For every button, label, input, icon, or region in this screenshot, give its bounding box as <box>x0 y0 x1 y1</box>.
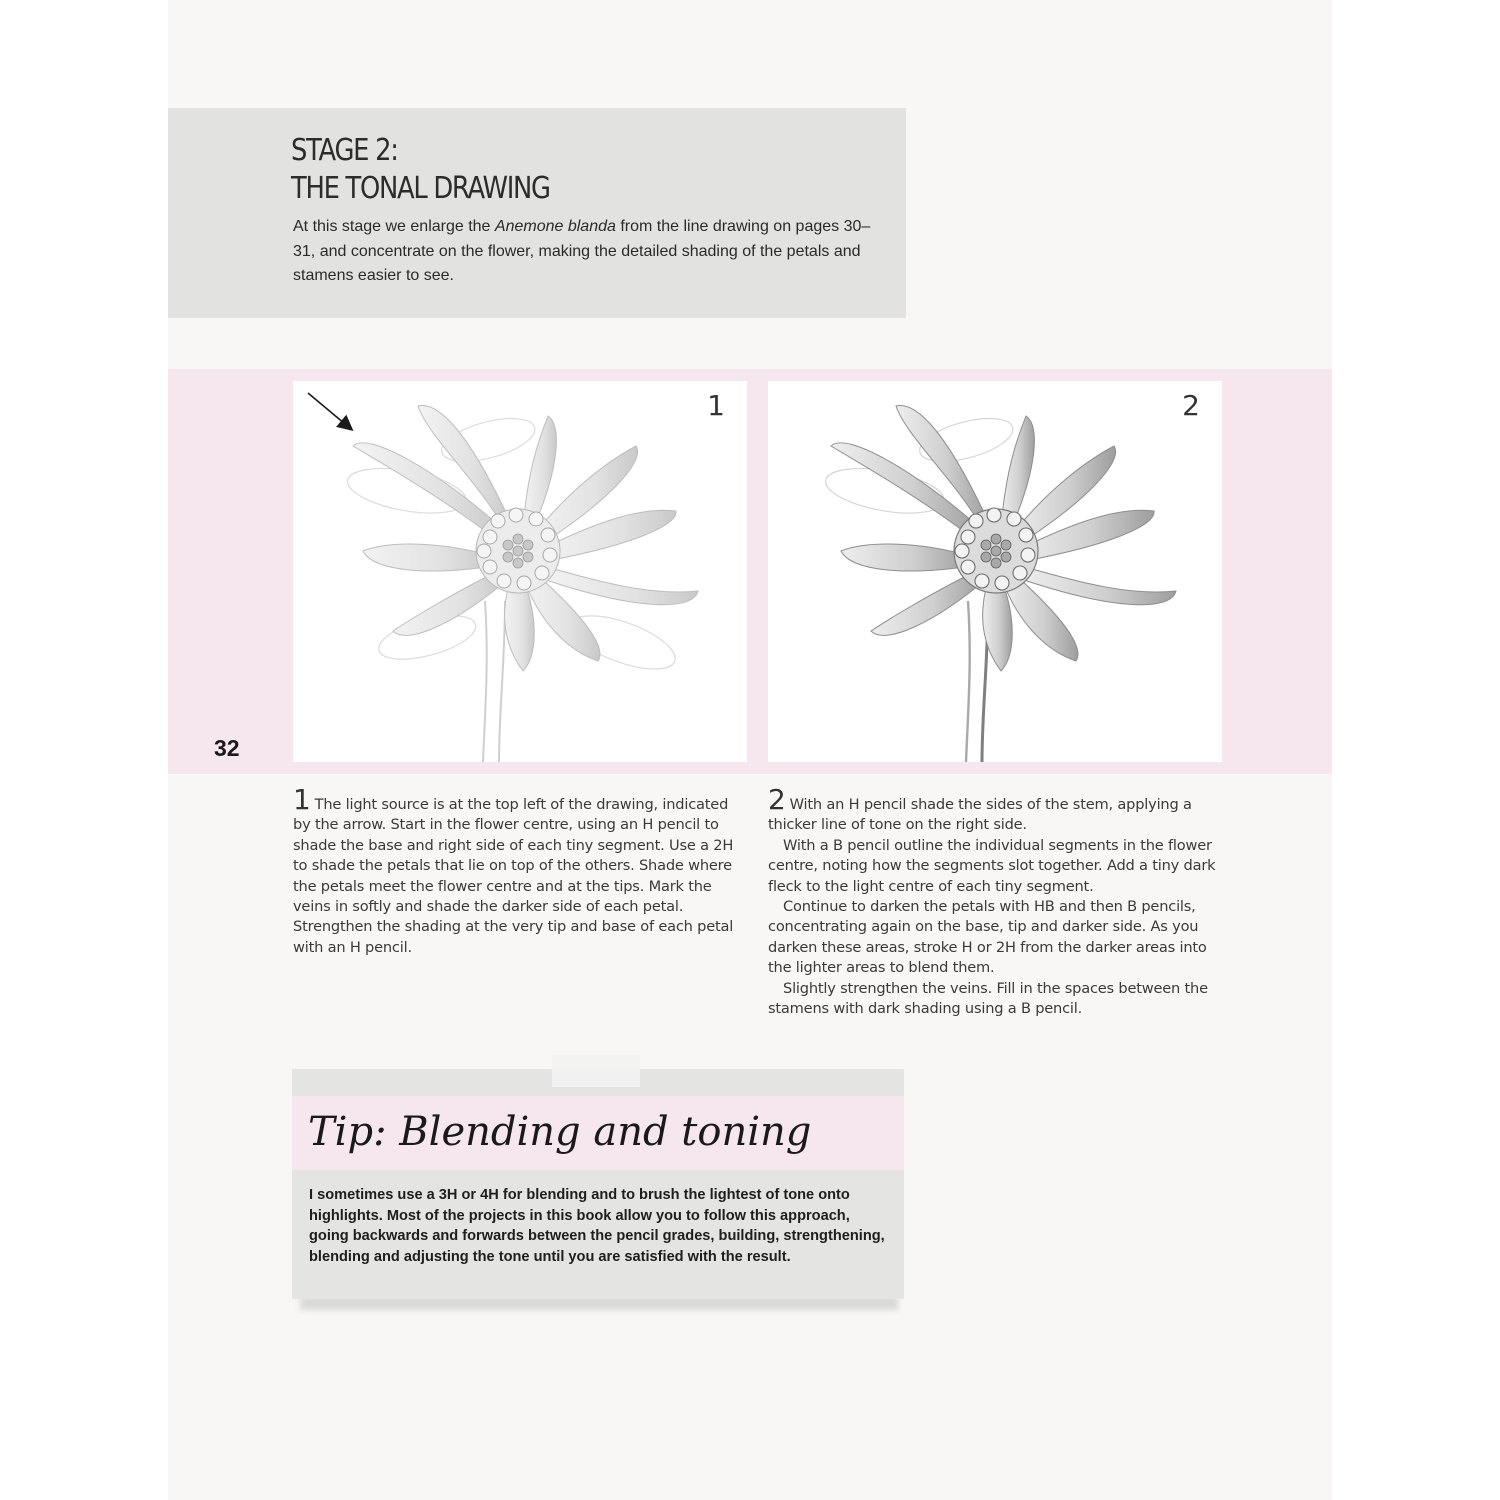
stage-title-line-1: STAGE 2: <box>291 133 398 168</box>
step-2-paragraph-3: Continue to darken the petals with HB and then B pencils, concentrating again on the base, tip and darker side. As you darken these areas, stroke H or 2H from the darker areas into the lighter areas to blend them. <box>768 898 1207 977</box>
step-2-text <box>768 783 1223 1019</box>
intro-species-name: Anemone blanda <box>494 218 616 235</box>
illustration-panel-1 <box>293 381 747 762</box>
flower-drawing-1 <box>293 381 747 762</box>
step-1-number: 1 <box>293 783 311 816</box>
flower-drawing-2 <box>768 381 1222 762</box>
intro-text-before: At this stage we enlarge the <box>293 218 495 235</box>
light-source-arrow-icon <box>308 393 351 429</box>
step-1-paragraph <box>293 783 748 958</box>
tip-body: I sometimes use a 3H or 4H for blending and to brush the lightest of tone onto highlights. Most of the projects in this book allow you to follow this approach, going backwards and forwards between the pencil grades, building, strengthening, blending and adjusting the tone until you are satisfied with the result. <box>309 1187 885 1265</box>
tape-strip <box>552 1055 640 1087</box>
page-number: 32 <box>214 735 240 761</box>
step-2-paragraph-2: With a B pencil outline the individual segments in the flower centre, noting how the segments slot together. Add a tiny dark fleck to the light centre of each tiny segment. <box>768 836 1216 895</box>
step-2-number: 2 <box>768 783 786 816</box>
step-2-paragraph-4: Slightly strengthen the veins. Fill in the spaces between the stamens with dark shading using a B pencil. <box>768 979 1208 1018</box>
panel-number-2: 2 <box>1182 389 1200 422</box>
stage-title <box>291 132 550 208</box>
step-1-text <box>293 783 748 958</box>
step-2-paragraph-1: With an H pencil shade the sides of the stem, applying a thicker line of tone on the right side. <box>768 796 1192 834</box>
panel-number-1: 1 <box>707 389 725 422</box>
intro-text-after: from the line drawing on pages 30–31, and concentrate on the flower, making the detailed shading of the petals and stamens easier to see. <box>293 218 871 284</box>
tip-title: Tip: Blending and toning <box>308 1109 812 1155</box>
stage-intro <box>293 215 883 289</box>
step-2-paragraph-first <box>768 783 1223 836</box>
illustration-panel-2 <box>768 381 1222 762</box>
step-1-paragraph-1: The light source is at the top left of the drawing, indicated by the arrow. Start in the flower centre, using an H pencil to shade the base and right side of each tiny segment. Use a 2H to shade the petals that lie on top of the others. Shade where the petals meet the flower centre and at the tips. Mark the veins in softly and shade the darker side of each petal. Strengthen the shading at the very tip and base of each petal with an H pencil. <box>293 796 734 956</box>
stage-title-line-2: THE TONAL DRAWING <box>291 171 550 206</box>
